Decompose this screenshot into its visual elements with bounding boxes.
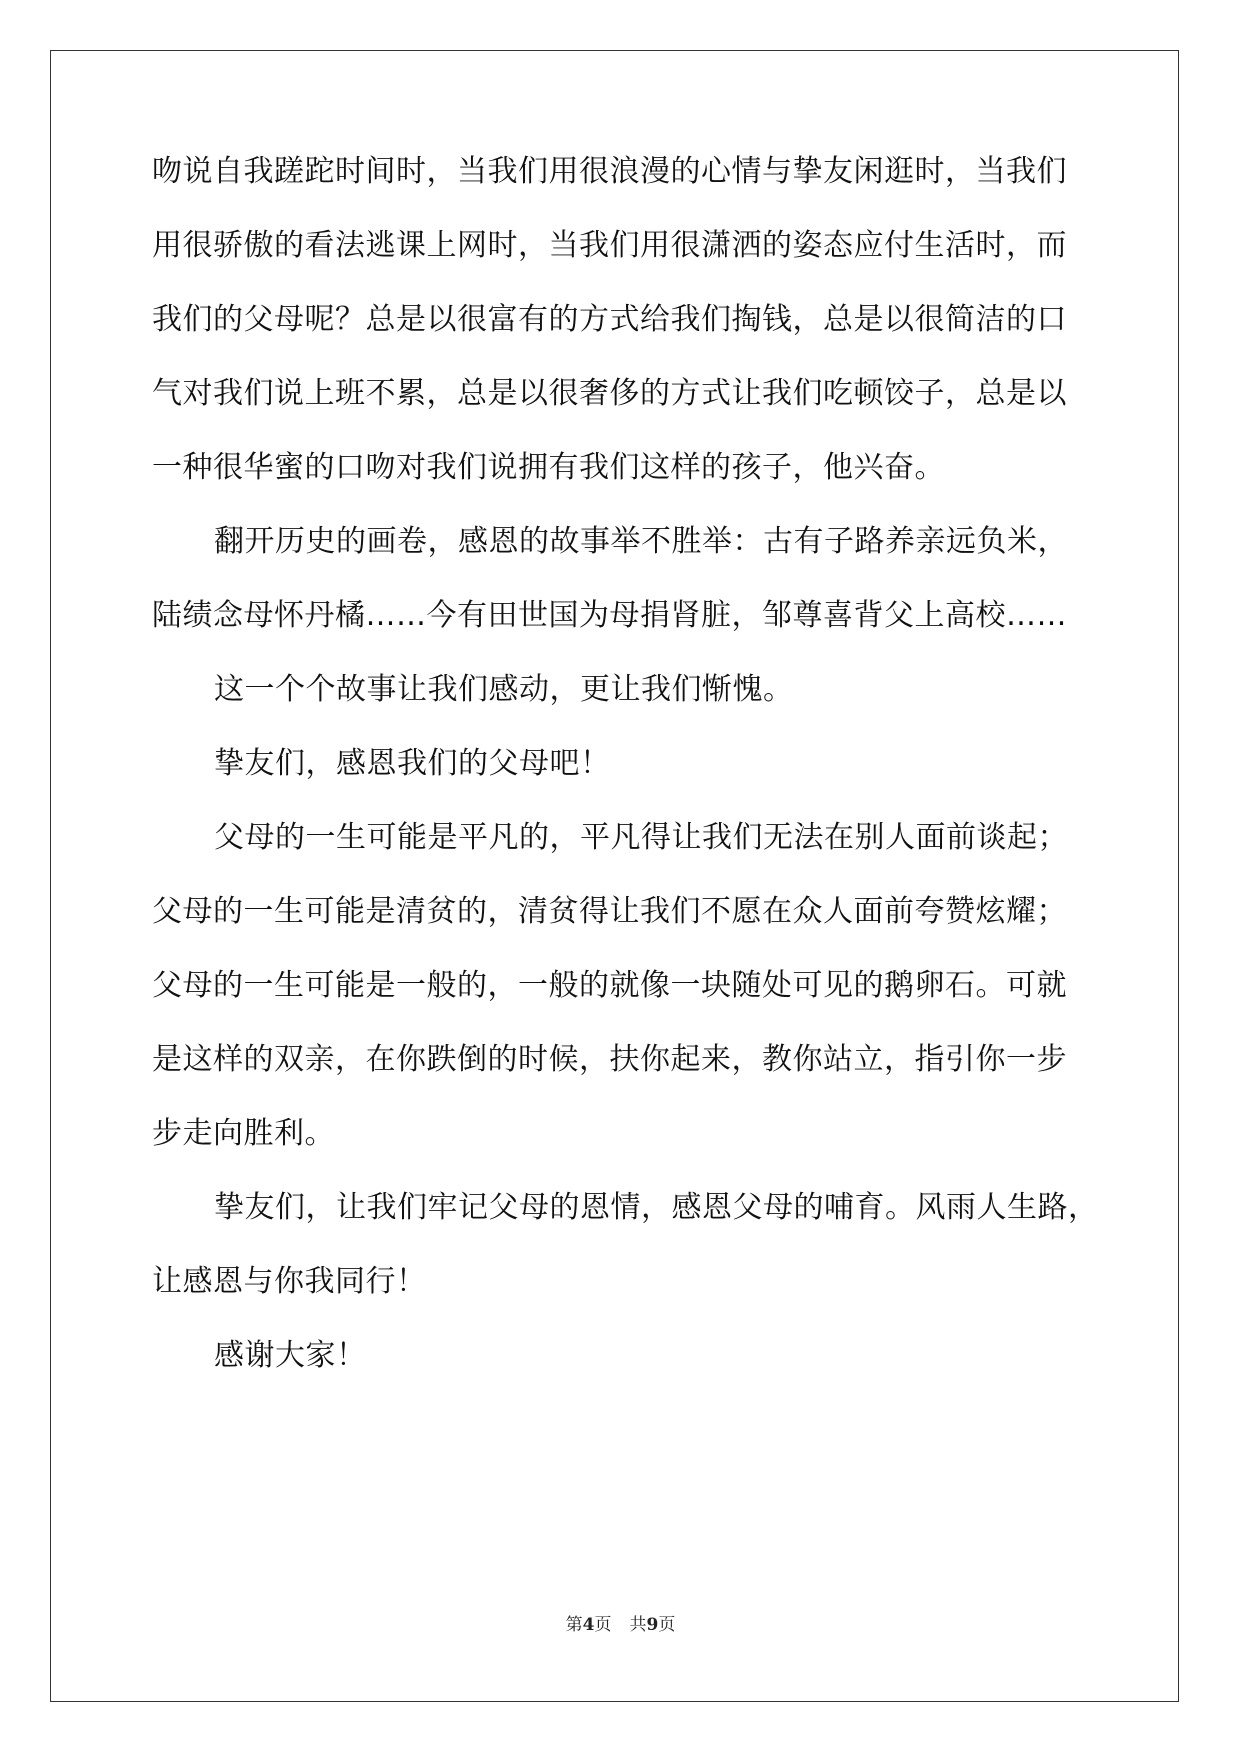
footer-page-unit: 页 [594, 1615, 612, 1635]
total-page-number: 9 [646, 1615, 659, 1635]
footer-prefix: 第 [565, 1615, 583, 1635]
paragraph-start-line: 挚友们，让我们牢记父母的恩情，感恩父母的哺育。风雨人生路， [214, 1190, 1099, 1225]
text-line: 气对我们说上班不累，总是以很奢侈的方式让我们吃顿饺子，总是以 [152, 376, 1067, 411]
text-line: 是这样的双亲，在你跌倒的时候，扶你起来，教你站立，指引你一步 [152, 1042, 1067, 1077]
page-border [50, 50, 1179, 1702]
paragraph-start-line: 这一个个故事让我们感动，更让我们惭愧。 [214, 672, 794, 707]
text-line: 一种很华蜜的口吻对我们说拥有我们这样的孩子，他兴奋。 [152, 450, 945, 485]
paragraph-start-line: 父母的一生可能是平凡的，平凡得让我们无法在别人面前谈起； [214, 820, 1068, 855]
text-line: 我们的父母呢？总是以很富有的方式给我们掏钱，总是以很简洁的口 [152, 302, 1067, 337]
paragraph-start-line: 翻开历史的画卷，感恩的故事举不胜举：古有子路养亲远负米， [214, 524, 1068, 559]
text-line: 步走向胜利。 [152, 1116, 335, 1151]
text-line: 陆绩念母怀丹橘……今有田世国为母捐肾脏，邹尊喜背父上高校…… [152, 598, 1067, 633]
text-line: 父母的一生可能是清贫的，清贫得让我们不愿在众人面前夸赞炫耀； [152, 894, 1067, 929]
text-line: 让感恩与你我同行！ [152, 1264, 427, 1299]
footer-total-prefix: 共 [629, 1615, 647, 1635]
text-line: 用很骄傲的看法逃课上网时，当我们用很潇洒的姿态应付生活时，而 [152, 228, 1067, 263]
footer-total-unit: 页 [658, 1615, 676, 1635]
text-line: 父母的一生可能是一般的，一般的就像一块随处可见的鹅卵石。可就 [152, 968, 1067, 1003]
current-page-number: 4 [582, 1615, 595, 1635]
paragraph-start-line: 感谢大家！ [214, 1338, 367, 1373]
text-line: 吻说自我蹉跎时间时，当我们用很浪漫的心情与挚友闲逛时，当我们 [152, 154, 1067, 189]
page-footer [0, 1614, 1241, 1636]
paragraph-start-line: 挚友们，感恩我们的父母吧！ [214, 746, 611, 781]
